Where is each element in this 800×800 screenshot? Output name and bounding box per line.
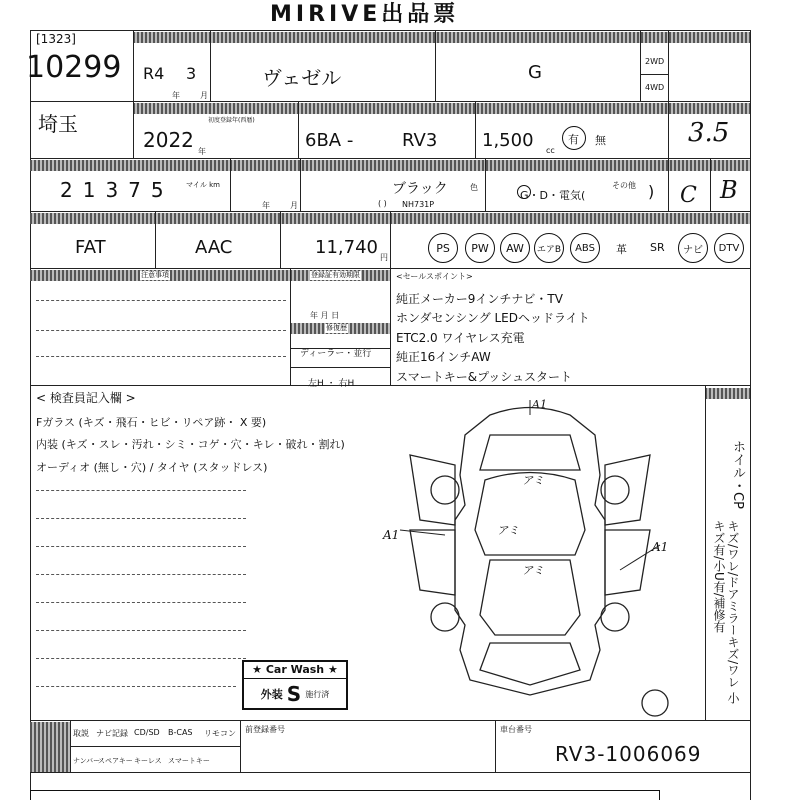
bottom-left-header <box>30 722 70 772</box>
left-rear-door <box>410 530 455 595</box>
month-unit: 月 <box>200 91 208 100</box>
inspector-dash <box>36 686 236 687</box>
rule <box>668 158 669 211</box>
frame-left <box>30 30 31 800</box>
model-code: RV3 <box>402 130 438 151</box>
rule <box>710 158 711 211</box>
inspector-line: 内装 (キズ・スレ・汚れ・シミ・コゲ・穴・キレ・破れ・割れ) <box>36 438 345 451</box>
sales-point: ETC2.0 ワイヤレス充電 <box>396 331 525 345</box>
rule <box>155 211 156 268</box>
rule <box>70 720 71 772</box>
equip-ps: PS <box>428 233 458 263</box>
rule <box>30 720 750 721</box>
rule <box>133 30 134 158</box>
left-front-door <box>410 455 455 525</box>
lot-number: 10299 <box>26 50 122 85</box>
year-unit: 年 <box>172 91 180 100</box>
equip-aw: AW <box>500 233 530 263</box>
legend-label: ホイル・CP <box>730 440 745 509</box>
rule <box>475 101 476 158</box>
bottom-item: B-CAS <box>168 728 193 737</box>
equip-leather: 革 <box>616 243 627 256</box>
car-damage-diagram <box>380 395 680 720</box>
page-title: MIRIVE出品票 <box>270 2 460 27</box>
damage-mark: アミ <box>522 564 544 577</box>
row2-header <box>133 103 750 114</box>
right-front-door <box>605 455 650 525</box>
era-month: 3 <box>186 64 197 83</box>
first-reg-year: 2022 <box>143 128 194 152</box>
inspection-month: 月 <box>290 201 298 210</box>
dealer-option: ディーラー・並行 <box>300 349 372 359</box>
bottom-item: リモコン <box>204 729 236 738</box>
bottom-item: スペアキー <box>98 757 133 765</box>
inspector-line: Fガラス (キズ・飛石・ヒビ・リペア跡・ X 要) <box>36 416 267 429</box>
rule <box>230 158 231 211</box>
handle-option: 左H ・ 右H <box>308 379 355 389</box>
color-code: NH731P <box>402 200 435 209</box>
notes-line <box>36 330 286 331</box>
displacement: 1,500 <box>482 130 534 151</box>
inspection-year: 年 <box>262 201 270 210</box>
fuel-options: G・D・電気( <box>520 189 586 202</box>
sales-point: スマートキー&プッシュスタート <box>396 370 573 384</box>
rule <box>390 211 391 268</box>
lot-bracket: [1323] <box>36 32 76 46</box>
chassis-number: RV3-1006069 <box>555 742 702 766</box>
damage-mark: A1 <box>652 540 669 554</box>
notes-header: 注意事項 <box>141 271 169 279</box>
damage-mark: アミ <box>522 474 544 487</box>
inspector-header: < 検査員記入欄 > <box>36 391 136 405</box>
prefecture: 埼玉 <box>38 112 78 136</box>
drive-4wd: 4WD <box>645 83 665 92</box>
hood-line <box>480 435 580 470</box>
inspector-dash <box>36 630 246 631</box>
rule <box>435 30 436 101</box>
right-rear-door <box>605 530 650 595</box>
bottom-item: スマートキー <box>168 757 210 765</box>
rule <box>390 268 391 385</box>
car-wash-title: ★ Car Wash ★ <box>244 662 346 679</box>
sales-header: <セールスポイント> <box>396 272 473 281</box>
damage-mark: A1 <box>383 528 400 542</box>
bottom-item: ナビ記録 <box>96 729 128 738</box>
aircon: AAC <box>195 237 233 258</box>
inspector-dash <box>36 658 246 659</box>
car-outline <box>455 408 605 696</box>
yen-unit: 円 <box>380 253 388 262</box>
reg-ymd: 年 月 日 <box>310 311 340 320</box>
inspector-dash <box>36 546 246 547</box>
legend-text: キズ/ワレ/ドアミラーキズ/ワレ 小キズ有/小U有/補修有 <box>712 520 740 704</box>
reg-header: 登録証有効期限 <box>311 271 360 279</box>
car-wash-grade: S <box>286 682 302 706</box>
chassis-label: 車台番号 <box>500 725 532 734</box>
rule <box>290 367 390 368</box>
recycle-fee: 11,740 <box>315 237 378 258</box>
rule <box>485 158 486 211</box>
inspector-line: オーディオ (無し・穴) / タイヤ (スタッドレス) <box>36 461 268 474</box>
rule <box>280 211 281 268</box>
fuel-other: その他 <box>612 181 636 190</box>
bottom-item: 取説 <box>73 729 89 738</box>
rule <box>210 30 211 101</box>
rule <box>640 74 668 75</box>
mileage: 21375 <box>60 178 174 202</box>
color-name: ブラック <box>392 181 448 197</box>
damage-mark: アミ <box>497 524 519 537</box>
bottom-item: キーレス <box>134 757 162 765</box>
wheel-rr <box>601 603 629 631</box>
rule <box>298 101 299 158</box>
sales-point: ホンダセンシング LEDヘッドライト <box>396 311 590 325</box>
bottom-strip <box>30 790 660 800</box>
prior-reg-label: 前登録番号 <box>245 725 285 734</box>
notes-line <box>36 356 286 357</box>
mileage-units: マイル km <box>186 181 220 189</box>
inspector-dash <box>36 518 246 519</box>
fuel-close: ) <box>648 182 655 201</box>
model-name: ヴェゼル <box>262 66 342 90</box>
bottom-item: ナンバー <box>73 757 101 765</box>
transmission: FAT <box>75 237 106 258</box>
equip-sr: SR <box>650 241 665 254</box>
car-wash-stamp <box>242 660 348 710</box>
frame-top <box>30 30 750 31</box>
equip-abs: ABS <box>570 233 600 263</box>
repair-header: 修復歴 <box>326 324 347 332</box>
rule <box>300 158 301 211</box>
equip-pw: PW <box>465 233 495 263</box>
rule <box>668 30 669 158</box>
equip-airbag: エアB <box>534 233 564 263</box>
score: 3.5 <box>688 118 730 148</box>
model-prefix: 6BA - <box>305 130 354 151</box>
row3-header <box>30 160 750 171</box>
inspector-dash <box>36 490 246 491</box>
fuel-g-circle <box>517 185 531 199</box>
rule <box>30 158 750 159</box>
inspector-dash <box>36 574 246 575</box>
equip-navi: ナビ <box>678 233 708 263</box>
rule <box>640 30 641 101</box>
first-reg-note: 初度登録年(西暦) <box>208 117 255 124</box>
interior-grade: C <box>680 183 697 208</box>
rule <box>290 268 291 385</box>
rule <box>495 720 496 772</box>
spare-tire <box>642 690 668 716</box>
legend-header-bar <box>705 388 750 399</box>
rule <box>240 720 241 772</box>
bottom-item: CD/SD <box>134 728 160 737</box>
rule <box>30 385 750 386</box>
turbo-yes: 有 <box>568 133 579 146</box>
rule <box>705 385 706 720</box>
rule <box>30 772 750 773</box>
color-label: 色 <box>470 183 478 192</box>
wheel-rl <box>431 603 459 631</box>
inspector-dash <box>36 602 246 603</box>
car-wash-exterior: 外装 <box>260 688 283 701</box>
rule <box>30 101 750 102</box>
row1-header <box>133 32 750 43</box>
era-year: R4 <box>143 64 165 83</box>
cc-unit: cc <box>546 146 555 155</box>
car-wash-done: 施行済 <box>305 689 330 699</box>
damage-mark: A1 <box>532 398 547 411</box>
frame-right <box>750 30 751 800</box>
first-reg-unit: 年 <box>198 147 206 156</box>
rear <box>480 643 580 685</box>
color-paren: ( ) <box>378 199 387 208</box>
grade: G <box>528 62 542 83</box>
turbo-no: 無 <box>595 134 606 147</box>
drive-2wd: 2WD <box>645 57 665 66</box>
notes-line <box>36 300 286 301</box>
sales-point: 純正メーカー9インチナビ・TV <box>396 292 563 306</box>
sales-point: 純正16インチAW <box>396 350 491 364</box>
equip-dtv: DTV <box>714 233 744 263</box>
rule <box>70 746 240 747</box>
exterior-grade: B <box>720 176 738 204</box>
